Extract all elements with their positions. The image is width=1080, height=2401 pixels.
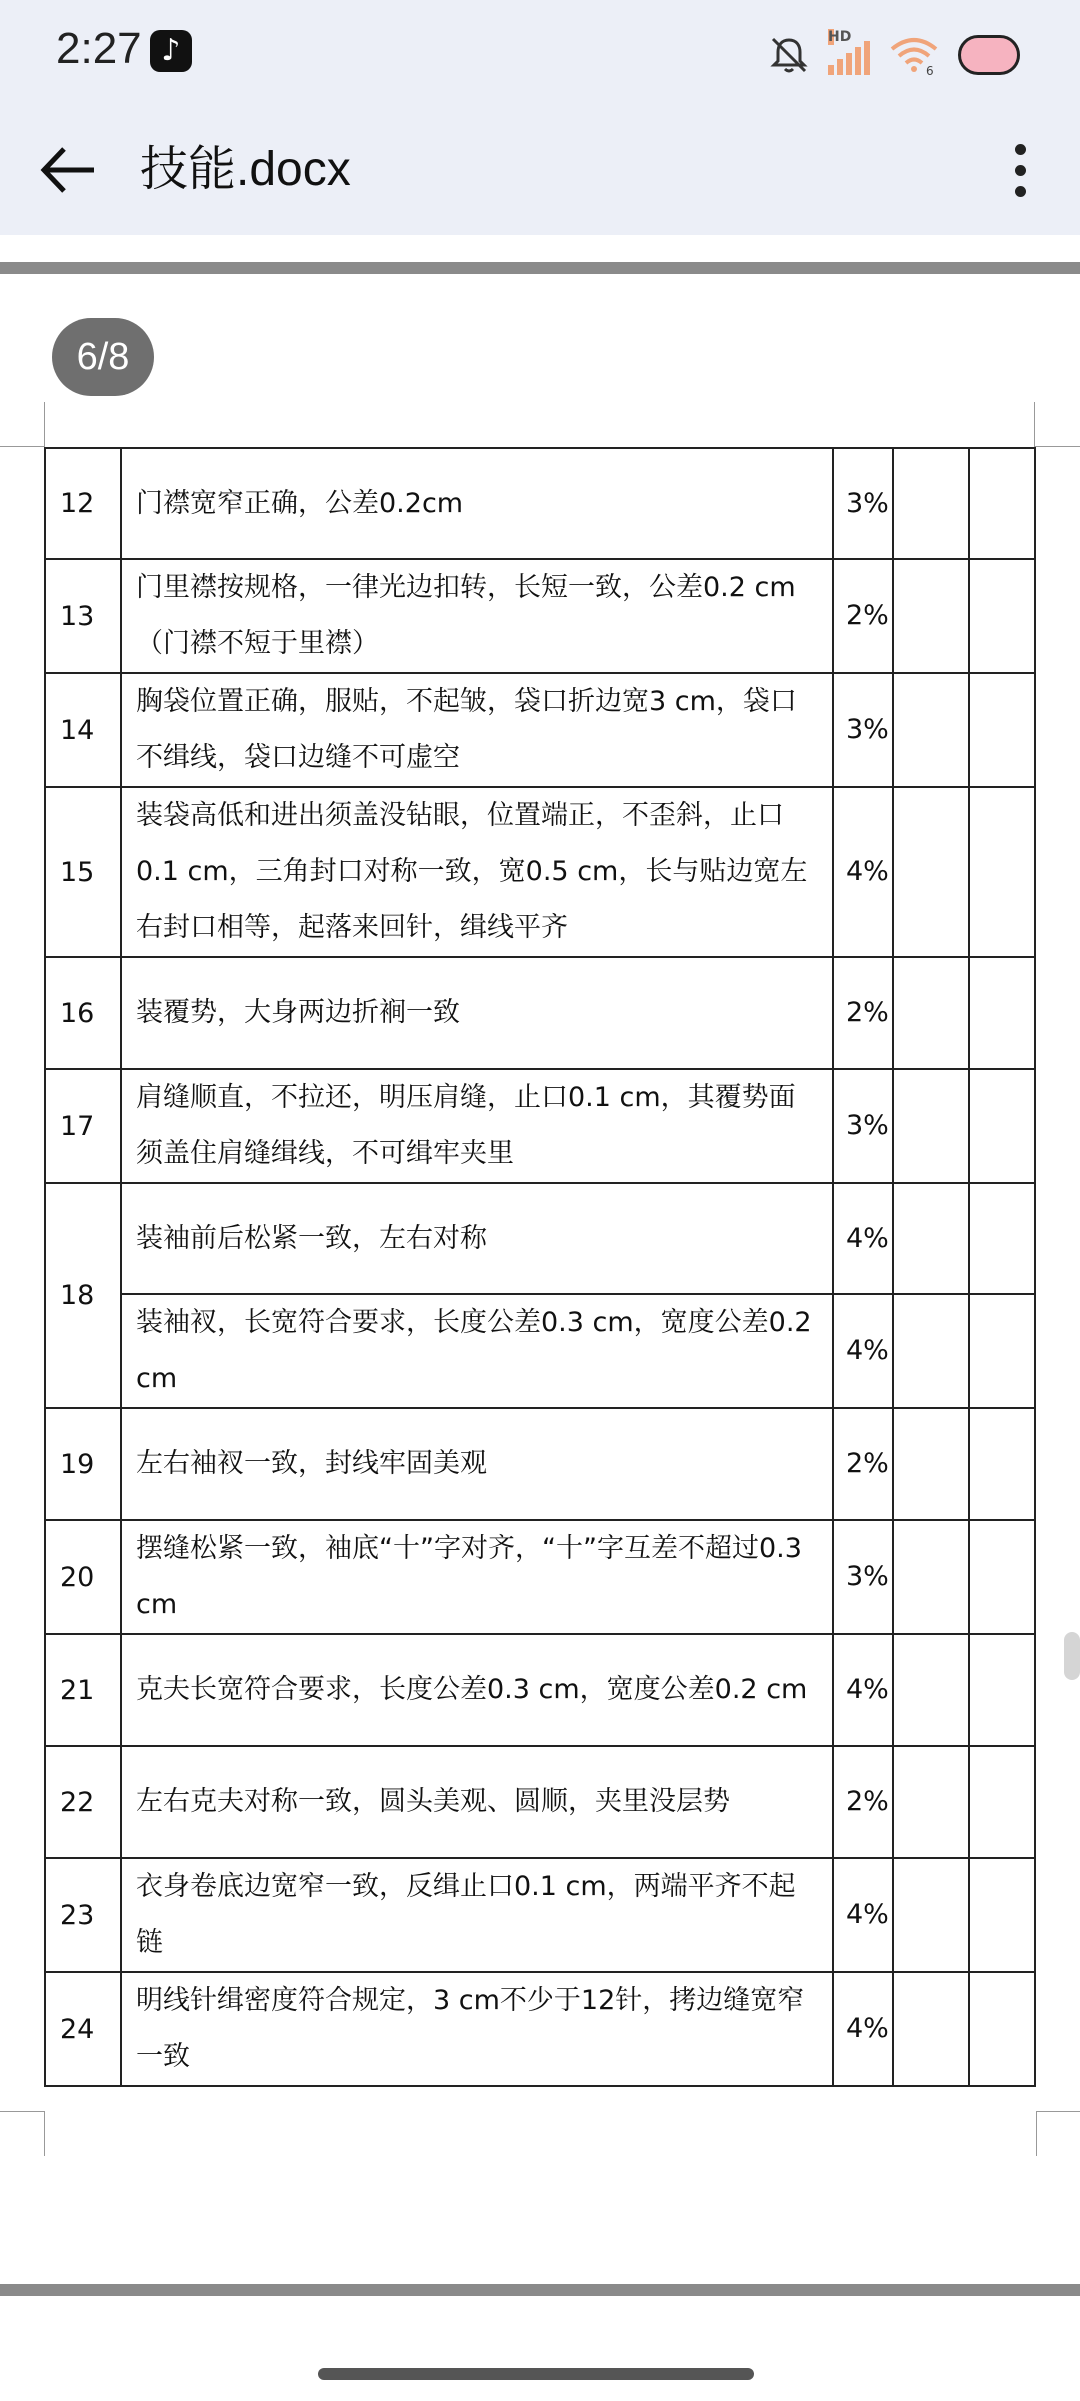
score-cell: [969, 559, 1035, 673]
page-edge-right: [1034, 402, 1035, 447]
page-corner-line: [1036, 2111, 1037, 2156]
row-percent: 4%: [833, 1634, 893, 1746]
row-description: 克夫长宽符合要求，长度公差0.3 cm，宽度公差0.2 cm: [121, 1634, 833, 1746]
page-corner-line: [1036, 2111, 1080, 2112]
row-percent: 3%: [833, 448, 893, 559]
score-cell: [893, 1746, 969, 1858]
row-percent: 3%: [833, 1520, 893, 1634]
page-divider-bottom: [0, 2284, 1080, 2296]
score-cell: [969, 1634, 1035, 1746]
table-row: [45, 1294, 1035, 1408]
status-icons: [768, 30, 1020, 80]
score-cell: [893, 1972, 969, 2086]
score-cell: [969, 1183, 1035, 1294]
tiktok-icon: ♪: [150, 30, 192, 72]
table-row: [45, 1520, 1035, 1634]
score-cell: [969, 448, 1035, 559]
score-cell: [969, 1972, 1035, 2086]
row-percent: 3%: [833, 673, 893, 787]
score-cell: [969, 787, 1035, 957]
page-corner-line: [1034, 446, 1080, 447]
row-percent: 2%: [833, 1408, 893, 1520]
table-row: [45, 957, 1035, 1069]
score-cell: [969, 1520, 1035, 1634]
grading-table: [44, 447, 1036, 2087]
score-cell: [969, 1408, 1035, 1520]
row-percent: 4%: [833, 1183, 893, 1294]
row-description: 装袖前后松紧一致，左右对称: [121, 1183, 833, 1294]
table-row: [45, 673, 1035, 787]
page-corner-line: [44, 2111, 45, 2156]
page-divider-top: [0, 262, 1080, 274]
score-cell: [969, 1858, 1035, 1972]
row-percent: 2%: [833, 957, 893, 1069]
score-cell: [893, 1520, 969, 1634]
wifi-badge: 6: [926, 64, 934, 75]
row-percent: 3%: [833, 1069, 893, 1183]
app-bar: [0, 105, 1080, 235]
row-description: 明线针缉密度符合规定，3 cm不少于12针，拷边缝宽窄一致: [121, 1972, 833, 2086]
row-percent: 4%: [833, 787, 893, 957]
table-row: [45, 1069, 1035, 1183]
score-cell: [893, 1069, 969, 1183]
row-number: 23: [45, 1858, 121, 1972]
score-cell: [969, 673, 1035, 787]
row-description: 装袖衩，长宽符合要求，长度公差0.3 cm，宽度公差0.2 cm: [121, 1294, 833, 1408]
row-number: 24: [45, 1972, 121, 2086]
row-description: 装覆势，大身两边折裥一致: [121, 957, 833, 1069]
row-number: 20: [45, 1520, 121, 1634]
more-options-icon[interactable]: [990, 135, 1050, 205]
table-row: [45, 1408, 1035, 1520]
row-number: 18: [45, 1183, 121, 1408]
row-percent: 4%: [833, 1858, 893, 1972]
score-cell: [893, 1408, 969, 1520]
document-title: 技能.docx: [140, 143, 351, 196]
row-percent: 4%: [833, 1972, 893, 2086]
scrollbar-thumb[interactable]: [1064, 1632, 1080, 1680]
score-cell: [969, 1294, 1035, 1408]
score-cell: [893, 1294, 969, 1408]
table-row: [45, 1972, 1035, 2086]
table-row: [45, 1183, 1035, 1294]
score-cell: [893, 957, 969, 1069]
page-corner-line: [0, 446, 44, 447]
score-cell: [893, 1634, 969, 1746]
table-row: [45, 787, 1035, 957]
row-number: 12: [45, 448, 121, 559]
score-cell: [969, 1069, 1035, 1183]
score-cell: [969, 1746, 1035, 1858]
bell-muted-icon: [768, 34, 810, 76]
table-row: [45, 1634, 1035, 1746]
score-cell: [893, 1183, 969, 1294]
table-row: [45, 448, 1035, 559]
row-description: 门襟宽窄正确，公差0.2cm: [121, 448, 833, 559]
table-row: [45, 1858, 1035, 1972]
hd-label: HD: [828, 29, 852, 45]
score-cell: [893, 787, 969, 957]
row-percent: 2%: [833, 559, 893, 673]
status-time: 2:27: [56, 24, 142, 73]
row-number: 19: [45, 1408, 121, 1520]
page-corner-line: [0, 2111, 44, 2112]
row-number: 16: [45, 957, 121, 1069]
row-number: 14: [45, 673, 121, 787]
row-description: 胸袋位置正确，服贴，不起皱，袋口折边宽3 cm，袋口不缉线，袋口边缝不可虚空: [121, 673, 833, 787]
row-number: 15: [45, 787, 121, 957]
score-cell: [893, 448, 969, 559]
table-row: [45, 1746, 1035, 1858]
back-arrow-icon[interactable]: [36, 135, 106, 205]
page-indicator: 6/8: [52, 318, 154, 396]
row-description: 衣身卷底边宽窄一致，反缉止口0.1 cm，两端平齐不起链: [121, 1858, 833, 1972]
wifi-icon: [888, 35, 940, 75]
battery-cat-icon: [958, 35, 1020, 75]
score-cell: [893, 559, 969, 673]
row-description: 装袋高低和进出须盖没钻眼，位置端正，不歪斜，止口0.1 cm，三角封口对称一致，宽0.5 cm，长与贴边宽左右封口相等，起落来回针，缉线平齐: [121, 787, 833, 957]
table-row: [45, 559, 1035, 673]
page-edge-left: [44, 402, 45, 447]
score-cell: [893, 673, 969, 787]
row-number: 22: [45, 1746, 121, 1858]
score-cell: [893, 1858, 969, 1972]
signal-icon: [828, 29, 870, 75]
row-number: 17: [45, 1069, 121, 1183]
row-number: 13: [45, 559, 121, 673]
row-percent: 4%: [833, 1294, 893, 1408]
row-description: 门里襟按规格，一律光边扣转，长短一致，公差0.2 cm（门襟不短于里襟）: [121, 559, 833, 673]
row-percent: 2%: [833, 1746, 893, 1858]
score-cell: [969, 957, 1035, 1069]
row-number: 21: [45, 1634, 121, 1746]
row-description: 左右袖衩一致，封线牢固美观: [121, 1408, 833, 1520]
row-description: 左右克夫对称一致，圆头美观、圆顺，夹里没层势: [121, 1746, 833, 1858]
row-description: 摆缝松紧一致，袖底“十”字对齐，“十”字互差不超过0.3 cm: [121, 1520, 833, 1634]
home-indicator[interactable]: [318, 2368, 754, 2380]
status-bar: [0, 0, 1080, 105]
row-description: 肩缝顺直，不拉还，明压肩缝，止口0.1 cm，其覆势面须盖住肩缝缉线，不可缉牢夹里: [121, 1069, 833, 1183]
